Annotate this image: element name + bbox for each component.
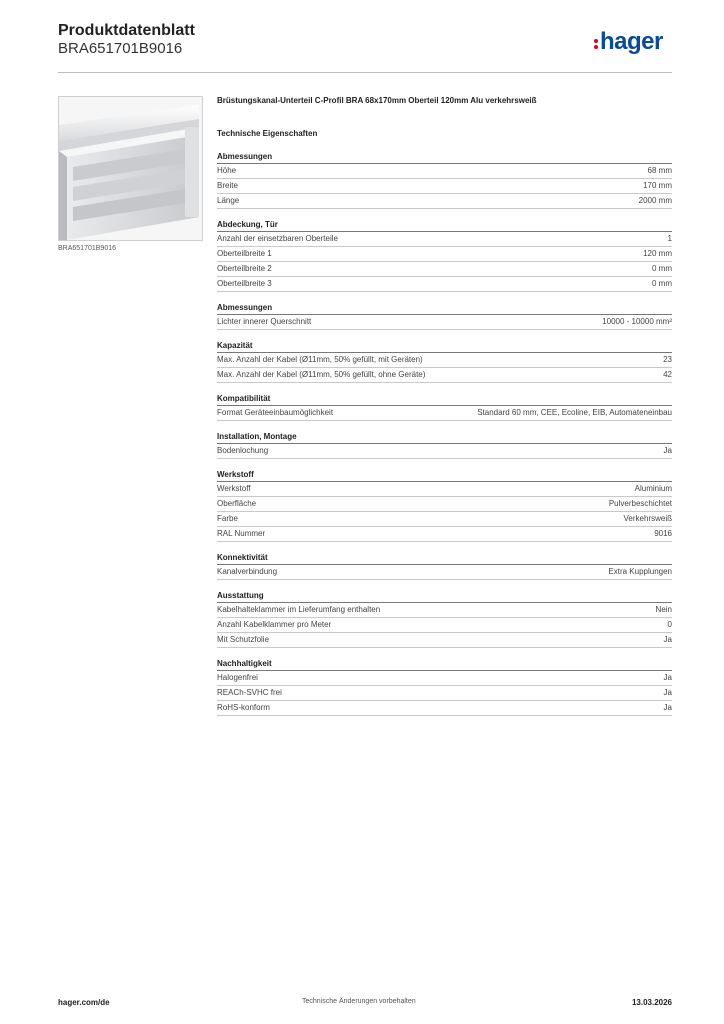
spec-value: 23 bbox=[663, 355, 672, 364]
footer-website: hager.com/de bbox=[58, 998, 110, 1007]
spec-row bbox=[217, 368, 672, 383]
spec-label: Halogenfrei bbox=[217, 673, 258, 682]
spec-row bbox=[217, 232, 672, 247]
spec-row bbox=[217, 164, 672, 179]
spec-row bbox=[217, 315, 672, 330]
spec-value: Extra Kupplungen bbox=[608, 567, 672, 576]
spec-value: Verkehrsweiß bbox=[623, 514, 672, 523]
spec-row bbox=[217, 194, 672, 209]
section-title: Konnektivität bbox=[217, 553, 672, 565]
section-title: Kompatibilität bbox=[217, 394, 672, 406]
spec-label: Oberfläche bbox=[217, 499, 257, 508]
spec-section bbox=[217, 553, 672, 580]
spec-row bbox=[217, 277, 672, 292]
spec-row bbox=[217, 262, 672, 277]
spec-value: Ja bbox=[663, 703, 672, 712]
page-title: Produktdatenblatt bbox=[58, 22, 195, 39]
spec-value: 0 mm bbox=[652, 279, 672, 288]
spec-row bbox=[217, 482, 672, 497]
spec-row bbox=[217, 179, 672, 194]
section-title: Abdeckung, Tür bbox=[217, 220, 672, 232]
spec-label: Max. Anzahl der Kabel (Ø11mm, 50% gefüllt, mit Geräten) bbox=[217, 355, 423, 364]
spec-label: Farbe bbox=[217, 514, 238, 523]
section-title: Kapazität bbox=[217, 341, 672, 353]
spec-row bbox=[217, 527, 672, 542]
product-title: Brüstungskanal-Unterteil C-Profil BRA 68x170mm Oberteil 120mm Alu verkehrsweiß bbox=[217, 96, 537, 105]
spec-row bbox=[217, 406, 672, 421]
section-title: Abmessungen bbox=[217, 303, 672, 315]
spec-label: Werkstoff bbox=[217, 484, 251, 493]
spec-label: Breite bbox=[217, 181, 238, 190]
logo-text: hager bbox=[600, 28, 663, 55]
spec-value: 42 bbox=[663, 370, 672, 379]
spec-row bbox=[217, 444, 672, 459]
spec-value: Ja bbox=[663, 446, 672, 455]
footer-date: 13.03.2026 bbox=[631, 998, 672, 1007]
spec-label: RoHS-konform bbox=[217, 703, 270, 712]
spec-value: Standard 60 mm, CEE, Ecoline, EIB, Automateneinbau bbox=[477, 408, 672, 417]
spec-value: 2000 mm bbox=[638, 196, 672, 205]
header-divider bbox=[58, 72, 672, 73]
spec-section bbox=[217, 591, 672, 648]
spec-value: 1 bbox=[667, 234, 672, 243]
spec-row bbox=[217, 671, 672, 686]
spec-label: Mit Schutzfolie bbox=[217, 635, 270, 644]
spec-value: 68 mm bbox=[647, 166, 672, 175]
spec-section bbox=[217, 659, 672, 716]
spec-row bbox=[217, 565, 672, 580]
spec-label: Kanalverbindung bbox=[217, 567, 278, 576]
section-title: Werkstoff bbox=[217, 470, 672, 482]
cable-duct-illustration bbox=[59, 97, 202, 240]
spec-value: Ja bbox=[663, 635, 672, 644]
spec-value: 170 mm bbox=[643, 181, 672, 190]
spec-value: 120 mm bbox=[643, 249, 672, 258]
spec-label: RAL Nummer bbox=[217, 529, 266, 538]
spec-value: Aluminium bbox=[634, 484, 672, 493]
spec-value: 0 bbox=[667, 620, 672, 629]
spec-value: 10000 - 10000 mm² bbox=[602, 317, 672, 326]
spec-label: Anzahl Kabelklammer pro Meter bbox=[217, 620, 332, 629]
spec-label: Oberteilbreite 2 bbox=[217, 264, 272, 273]
spec-label: Max. Anzahl der Kabel (Ø11mm, 50% gefüllt, ohne Geräte) bbox=[217, 370, 426, 379]
spec-section bbox=[217, 470, 672, 542]
spec-row bbox=[217, 633, 672, 648]
spec-label: Anzahl der einsetzbaren Oberteile bbox=[217, 234, 338, 243]
spec-row bbox=[217, 353, 672, 368]
spec-row bbox=[217, 497, 672, 512]
tech-heading: Technische Eigenschaften bbox=[217, 129, 318, 138]
product-number: BRA651701B9016 bbox=[58, 40, 183, 57]
spec-section bbox=[217, 152, 672, 209]
spec-value: Ja bbox=[663, 673, 672, 682]
spec-row bbox=[217, 686, 672, 701]
spec-section bbox=[217, 432, 672, 459]
spec-value: Ja bbox=[663, 688, 672, 697]
spec-label: REACh-SVHC frei bbox=[217, 688, 282, 697]
spec-label: Lichter innerer Querschnitt bbox=[217, 317, 312, 326]
spec-label: Länge bbox=[217, 196, 240, 205]
spec-section bbox=[217, 220, 672, 292]
spec-row bbox=[217, 603, 672, 618]
spec-section bbox=[217, 303, 672, 330]
hager-logo bbox=[594, 28, 663, 56]
spec-value: 0 mm bbox=[652, 264, 672, 273]
spec-sections bbox=[217, 152, 672, 716]
spec-label: Oberteilbreite 1 bbox=[217, 249, 272, 258]
product-image bbox=[58, 96, 203, 241]
spec-section bbox=[217, 341, 672, 383]
logo-dots-icon bbox=[594, 38, 598, 50]
spec-row bbox=[217, 247, 672, 262]
image-caption: BRA651701B9016 bbox=[58, 245, 116, 252]
spec-row bbox=[217, 618, 672, 633]
spec-row bbox=[217, 512, 672, 527]
specifications bbox=[217, 96, 672, 727]
spec-row bbox=[217, 701, 672, 716]
section-title: Installation, Montage bbox=[217, 432, 672, 444]
spec-label: Oberteilbreite 3 bbox=[217, 279, 272, 288]
spec-value: Pulverbeschichtet bbox=[608, 499, 672, 508]
section-title: Abmessungen bbox=[217, 152, 672, 164]
spec-value: Nein bbox=[655, 605, 672, 614]
section-title: Nachhaltigkeit bbox=[217, 659, 672, 671]
spec-section bbox=[217, 394, 672, 421]
spec-label: Bodenlochung bbox=[217, 446, 269, 455]
spec-value: 9016 bbox=[654, 529, 672, 538]
spec-label: Kabelhalteklammer im Lieferumfang enthalten bbox=[217, 605, 381, 614]
spec-label: Höhe bbox=[217, 166, 237, 175]
spec-label: Format Geräteeinbaumöglichkeit bbox=[217, 408, 334, 417]
footer-disclaimer: Technische Änderungen vorbehalten bbox=[302, 998, 416, 1005]
section-title: Ausstattung bbox=[217, 591, 672, 603]
